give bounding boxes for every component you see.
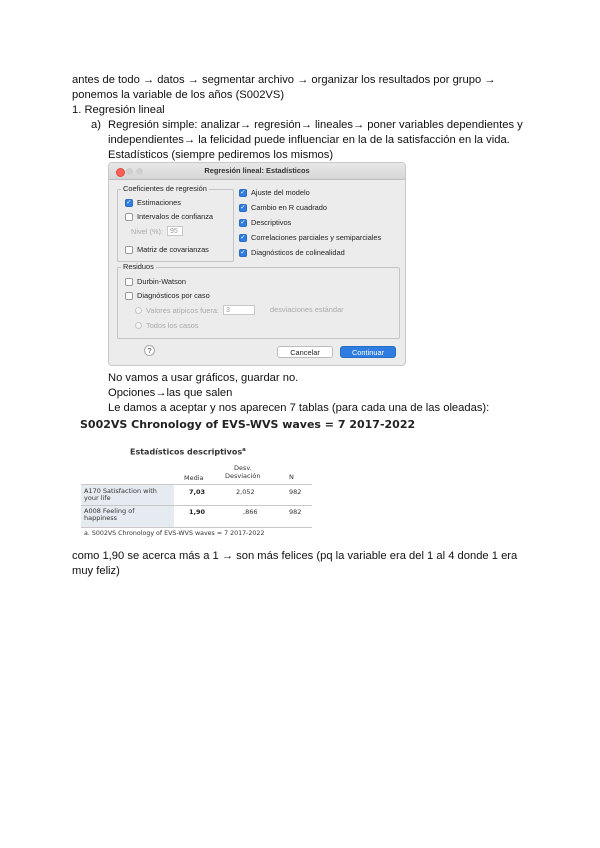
matriz-label: Matriz de covarianzas — [137, 245, 209, 254]
col-header-desv-1: Desv. — [234, 464, 252, 472]
row2-label-2: happiness — [84, 514, 118, 522]
after-line-1: No vamos a usar gráficos, guardar no. — [108, 372, 299, 384]
checkbox-unchecked-icon[interactable] — [125, 246, 133, 254]
checkbox-checked-icon[interactable]: ✓ — [126, 198, 132, 206]
conclusion-line-1: como 1,90 se acerca más a 1 → son más felices (pq la variable era del 1 al 4 donde 1 era — [72, 550, 518, 562]
checkbox-unchecked-icon[interactable] — [125, 278, 133, 286]
checkbox-checked-icon[interactable]: ✓ — [240, 233, 246, 241]
intervalos-label: Intervalos de confianza — [137, 212, 214, 221]
row2-label-1: A008 Feeling of — [84, 507, 135, 515]
checkbox-checked-icon[interactable]: ✓ — [240, 218, 246, 226]
residuals-group-title: Residuos — [123, 262, 154, 271]
radio-icon[interactable] — [135, 307, 142, 314]
cancel-button[interactable]: Cancelar — [277, 346, 333, 358]
col-header-media: Media — [184, 474, 204, 482]
ajuste-row[interactable] — [239, 188, 310, 197]
col-header-n: N — [289, 473, 294, 481]
col-header-desv-2: Desviación — [225, 472, 261, 480]
row2-media: 1,90 — [189, 508, 206, 516]
table-rule — [81, 527, 312, 528]
desviaciones-label: desviaciones estándar — [270, 305, 344, 314]
help-button[interactable]: ? — [144, 345, 155, 356]
durbin-row[interactable] — [125, 277, 186, 286]
diag-caso-label: Diagnósticos por caso — [137, 291, 210, 300]
checkbox-checked-icon[interactable]: ✓ — [240, 203, 246, 211]
conclusion-line-2: muy feliz) — [72, 565, 120, 577]
correlaciones-label: Correlaciones parciales y semiparciales — [251, 233, 382, 242]
estimaciones-label: Estimaciones — [137, 198, 181, 207]
row2-n: 982 — [289, 508, 302, 516]
checkbox-unchecked-icon[interactable] — [125, 292, 133, 300]
checkbox-checked-icon[interactable]: ✓ — [240, 188, 246, 196]
row1-media: 7,03 — [189, 488, 206, 496]
row1-label-2: your life — [84, 494, 111, 502]
table-title-sup: a — [242, 447, 246, 453]
valores-label: Valores atípicos fuera: — [146, 305, 219, 315]
table-title — [130, 447, 246, 457]
table-rule — [81, 505, 312, 506]
descriptivos-row[interactable] — [239, 218, 291, 227]
diag-caso-row[interactable] — [125, 291, 210, 300]
table-title-text: Estadísticos descriptivos — [130, 447, 243, 457]
continue-button[interactable]: Continuar — [340, 346, 396, 358]
statistics-dialog — [108, 162, 406, 366]
valores-input[interactable]: 3 — [223, 305, 255, 315]
after-line-2: Opciones→las que salen — [108, 387, 233, 399]
colinealidad-row[interactable] — [239, 248, 345, 257]
item-a-line-3: Estadísticos (siempre pediremos los mismos) — [108, 149, 334, 161]
todos-row — [135, 321, 199, 330]
wave-heading: S002VS Chronology of EVS-WVS waves = 7 2017-2022 — [80, 418, 416, 431]
nivel-label: Nivel (%): — [131, 226, 164, 236]
valores-row — [135, 305, 255, 315]
colinealidad-label: Diagnósticos de colinealidad — [251, 248, 345, 257]
checkbox-checked-icon[interactable]: ✓ — [240, 248, 246, 256]
intro-line-1: antes de todo → datos → segmentar archivo → organizar los resultados por grupo → — [72, 74, 496, 86]
dialog-title: Regresión lineal: Estadísticos — [204, 166, 310, 175]
coefficients-group-title: Coeficientes de regresión — [123, 184, 207, 193]
list-marker: a) — [91, 119, 101, 131]
row2-desv: ,866 — [243, 508, 258, 516]
after-line-3: Le damos a aceptar y nos aparecen 7 tablas (para cada una de las oleadas): — [108, 402, 490, 414]
item-a-line-1: Regresión simple: analizar→ regresión→ lineales→ poner variables dependientes y — [108, 119, 523, 131]
item-a-line-2: independientes→ la felicidad puede influenciar en la de la satisfacción en la vida. — [108, 134, 510, 146]
table-footnote: a. S002VS Chronology of EVS-WVS waves = 7 2017-2022 — [84, 530, 265, 537]
checkbox-unchecked-icon[interactable] — [125, 213, 133, 221]
cambio-row[interactable] — [239, 203, 327, 212]
descriptivos-label: Descriptivos — [251, 218, 292, 227]
nivel-input[interactable]: 95 — [167, 226, 183, 236]
intervalos-row[interactable] — [125, 212, 213, 221]
radio-icon[interactable] — [135, 322, 142, 329]
ajuste-label: Ajuste del modelo — [251, 188, 310, 197]
cambio-label: Cambio en R cuadrado — [251, 203, 328, 212]
section-heading: 1. Regresión lineal — [72, 104, 165, 116]
row1-desv: 2,052 — [236, 488, 255, 496]
correlaciones-row[interactable] — [239, 233, 381, 242]
nivel-row — [131, 226, 183, 236]
row1-label-1: A170 Satisfaction with — [84, 487, 157, 495]
row1-n: 982 — [289, 488, 302, 496]
durbin-label: Durbin-Watson — [137, 277, 187, 286]
matriz-row[interactable] — [125, 245, 209, 254]
intro-line-2: ponemos la variable de los años (S002VS) — [72, 89, 285, 101]
todos-label: Todos los casos — [146, 321, 199, 330]
dialog-titlebar — [109, 163, 405, 180]
estimaciones-row[interactable] — [125, 198, 181, 207]
